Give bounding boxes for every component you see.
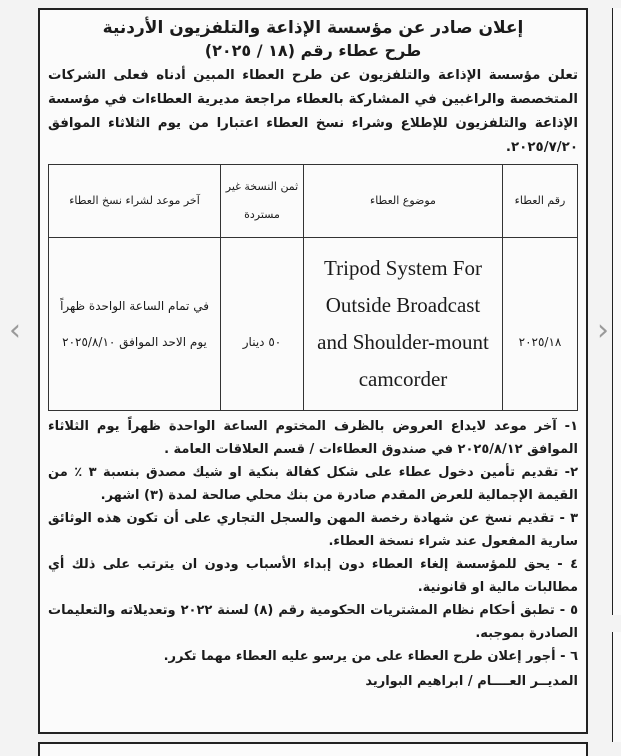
header-purchase-deadline: آخر موعد لشراء نسخ العطاء — [49, 165, 221, 238]
next-announcement-edge — [38, 742, 588, 756]
tender-subject-value: Tripod System For Outside Broadcast and Shoulder-mount camcorder — [304, 238, 503, 411]
next-page-arrow-icon[interactable]: › — [597, 313, 609, 348]
tender-table — [48, 164, 578, 411]
adjacent-ad-edge-lower — [612, 632, 621, 742]
announcement-title: إعلان صادر عن مؤسسة الإذاعة والتلفزيون الأردنية — [102, 18, 524, 38]
previous-page-arrow-icon[interactable]: ‹ — [9, 313, 21, 348]
table-header-row — [49, 165, 578, 238]
table-row — [49, 238, 578, 411]
header-copy-price: ثمن النسخة غير مستردة — [221, 165, 304, 238]
header-tender-number: رقم العطاء — [503, 165, 578, 238]
signature-line: المديــر العــــام / ابراهيم البواريد — [365, 674, 578, 689]
page-margin — [0, 0, 30, 756]
term-item: ١- آخر موعد لايداع العروض بالظرف المختوم الساعة الواحدة ظهراً يوم الثلاثاء الموافق ٢٠٢٥/٨/١٢ في صندوق العطاءات / قسم العلاقات العامة . — [48, 419, 578, 457]
copy-price-value: ٥٠ دينار — [221, 238, 304, 411]
term-item: ٦ - أجور إعلان طرح العطاء على من يرسو عليه العطاء مهما تكرر. — [163, 649, 578, 664]
adjacent-ad-edge — [612, 8, 621, 615]
announcement-intro: تعلن مؤسسة الإذاعة والتلفزيون عن طرح العطاء المبين أدناه فعلى الشركات المتخصصة والراغبين في المشاركة بالعطاء مراجعة مديرية العطاءات في مؤسسة الإذاعة والتلفزيون للإطلاع وشراء نسخ العطاء اعتبارا من يوم الثلاثاء الموافق ٢٠٢٥/٧/٢٠. — [48, 68, 578, 155]
tender-announcement — [38, 8, 588, 734]
header-tender-subject: موضوع العطاء — [304, 165, 503, 238]
tender-number-value: ٢٠٢٥/١٨ — [503, 238, 578, 411]
term-item: ٢- تقديم تأمين دخول عطاء على شكل كفالة بنكية او شيك مصدق بنسبة ٣ ٪ من القيمة الإجمالية للعرض المقدم صادرة من بنك محلي صالحة لمدة (٣) اشهر. — [48, 465, 578, 503]
tender-number-heading: طرح عطاء رقم (١٨ / ٢٠٢٥) — [204, 41, 422, 60]
term-item: ٥ - تطبق أحكام نظام المشتريات الحكومية رقم (٨) لسنة ٢٠٢٢ وتعديلاته والتعليمات الصادرة بموجبه. — [48, 603, 578, 641]
terms-list — [48, 415, 578, 668]
purchase-deadline-value: في تمام الساعة الواحدة ظهراً يوم الاحد الموافق ٢٠٢٥/٨/١٠ — [49, 238, 221, 411]
term-item: ٤ - يحق للمؤسسة إلغاء العطاء دون إبداء الأسباب ودون ان يترتب على ذلك أي مطالبات مالية او قانونية. — [48, 557, 578, 595]
term-item: ٣ - تقديم نسخ عن شهادة رخصة المهن والسجل التجاري على أن تكون هذه الوثائق سارية المفعول عند شراء نسخة العطاء. — [48, 511, 578, 549]
